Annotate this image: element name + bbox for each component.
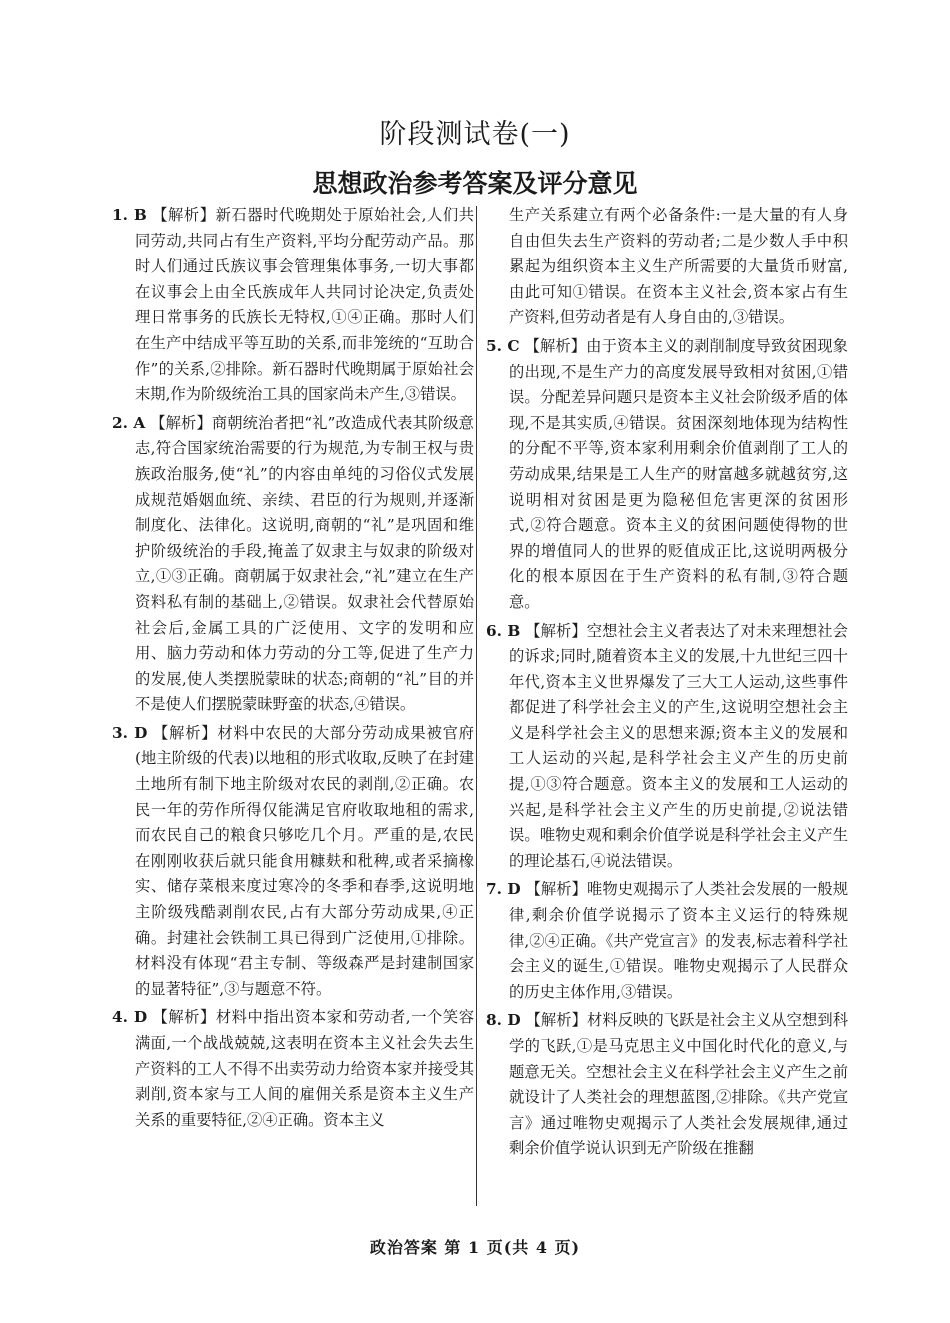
answer-text: 【解析】空想社会主义者表达了对未来理想社会的诉求;同时,随着资本主义的发展,十九世纪三四十年代,资本主义世界爆发了三大工人运动,这些事件都促进了科学社会主义的产生,这说明空想社会主义是科学社会主义的思想来源;资本主义的发展和工人运动的兴起,是科学社会主义产生的历史前提,①③符合题意。资本主义的发展和工人运动的兴起,是科学社会主义产生的历史前提,②说法错误。唯物史观和剩余价值学说是科学社会主义产生的理论基石,④说法错误。 — [509, 621, 848, 870]
answer-item-6 — [486, 619, 848, 875]
page-subtitle: 思想政治参考答案及评分意见 — [312, 169, 638, 198]
answer-label: 1. B — [112, 206, 147, 224]
answer-label: 2. A — [112, 413, 146, 432]
answer-label: 4. D — [112, 1008, 148, 1027]
answer-item-5 — [486, 334, 848, 616]
answer-item-1 — [112, 203, 474, 408]
answer-label: 3. D — [112, 723, 148, 742]
answer-label: 8. D — [486, 1011, 521, 1030]
right-column — [486, 203, 848, 1165]
answer-item-7 — [486, 877, 848, 1005]
answer-label: 7. D — [486, 880, 521, 899]
answer-item-2 — [112, 411, 474, 718]
answer-text: 【解析】商朝统治者把“礼”改造成代表其阶级意志,符合国家统治需要的行为规范,为专制王权与贵族政治服务,使“礼”的内容由单纯的习俗仪式发展成规范婚姻血统、亲续、君臣的行为规则,并逐渐制度化、法律化。这说明,商朝的“礼”是巩固和维护阶级统治的手段,掩盖了奴隶主与奴隶的阶级对立,①③正确。商朝属于奴隶社会,“礼”建立在生产资料私有制的基础上,②错误。奴隶社会代替原始社会后,金属工具的广泛使用、文字的发明和应用、脑力劳动和体力劳动的分工等,促进了生产力的发展,使人类摆脱蒙昧的状态;商朝的“礼”目的并不是使人们摆脱蒙昧野蛮的状态,④错误。 — [135, 413, 474, 714]
answer-text: 【解析】新石器时代晚期处于原始社会,人们共同劳动,共同占有生产资料,平均分配劳动产品。那时人们通过氏族议事会管理集体事务,一切大事都在议事会上由全氏族成年人共同讨论决定,负责处理日常事务的氏族长无特权,①④正确。那时人们在生产中结成平等互助的关系,而非笼统的“互助合作”的关系,②排除。新石器时代晚期属于原始社会末期,作为阶级统治工具的国家尚未产生,③错误。 — [135, 206, 474, 404]
answer-item-3 — [112, 721, 474, 1003]
answer-label: 6. B — [486, 621, 521, 640]
page-footer: 政治答案 第 1 页(共 4 页) — [369, 1238, 581, 1257]
answer-item-4-continued — [486, 203, 848, 331]
answer-item-8 — [486, 1008, 848, 1162]
answer-text: 【解析】材料反映的飞跃是社会主义从空想到科学的飞跃,①是马克思主义中国化时代化的意义,与题意无关。空想社会主义在科学社会主义产生之前就设计了人类社会的理想蓝图,②排除。《共产党宣言》通过唯物史观揭示了人类社会发展规律,通过剩余价值学说认识到无产阶级在推翻 — [509, 1011, 848, 1158]
page-title: 阶段测试卷(一) — [379, 119, 571, 150]
answer-text: 【解析】材料中农民的大部分劳动成果被官府(地主阶级的代表)以地租的形式收取,反映了在封建土地所有制下地主阶级对农民的剥削,②正确。农民一年的劳作所得仅能满足官府收取地租的需求,而农民自己的粮食只够吃几个月。严重的是,农民在刚刚收获后就只能食用糠麸和秕稗,或者采摘橡实、储存菜根来度过寒冷的冬季和春季,这说明地主阶级残酷剥削农民,占有大部分劳动成果,④正确。封建社会铁制工具已得到广泛使用,①排除。材料没有体现“君主专制、等级森严是封建制国家的显著特征”,③与题意不符。 — [135, 723, 474, 998]
answer-text: 【解析】由于资本主义的剥削制度导致贫困现象的出现,不是生产力的高度发展导致相对贫困,①错误。分配差异问题只是资本主义社会阶级矛盾的体现,不是其实质,④错误。贫困深刻地体现为结构性的分配不平等,资本家利用剩余价值剥削了工人的劳动成果,结果是工人生产的财富越多就越贫穷,这说明相对贫困是更为隐秘但危害更深的贫困形式,②符合题意。资本主义的贫困问题使得物的世界的增值同人的世界的贬值成正比,这说明两极分化的根本原因在于生产资料的私有制,③符合题意。 — [509, 336, 848, 611]
left-column — [112, 203, 474, 1136]
answer-label: 5. C — [486, 336, 520, 355]
answer-text: 生产关系建立有两个必备条件:一是大量的有人身自由但失去生产资料的劳动者;二是少数人手中积累起为组织资本主义生产所需要的大量货币财富,由此可知①错误。在资本主义社会,资本家占有生产资料,但劳动者是有人身自由的,③错误。 — [509, 206, 848, 327]
answer-text: 【解析】材料中指出资本家和劳动者,一个笑容满面,一个战战兢兢,这表明在资本主义社会失去生产资料的工人不得不出卖劳动力给资本家并接受其剥削,资本家与工人间的雇佣关系是资本主义生产关系的重要特征,②④正确。资本主义 — [135, 1008, 474, 1129]
answer-text: 【解析】唯物史观揭示了人类社会发展的一般规律,剩余价值学说揭示了资本主义运行的特殊规律,②④正确。《共产党宣言》的发表,标志着科学社会主义的诞生,①错误。唯物史观揭示了人民群众的历史主体作用,③错误。 — [509, 880, 848, 1001]
answer-item-4 — [112, 1005, 474, 1133]
column-divider — [476, 206, 477, 1206]
